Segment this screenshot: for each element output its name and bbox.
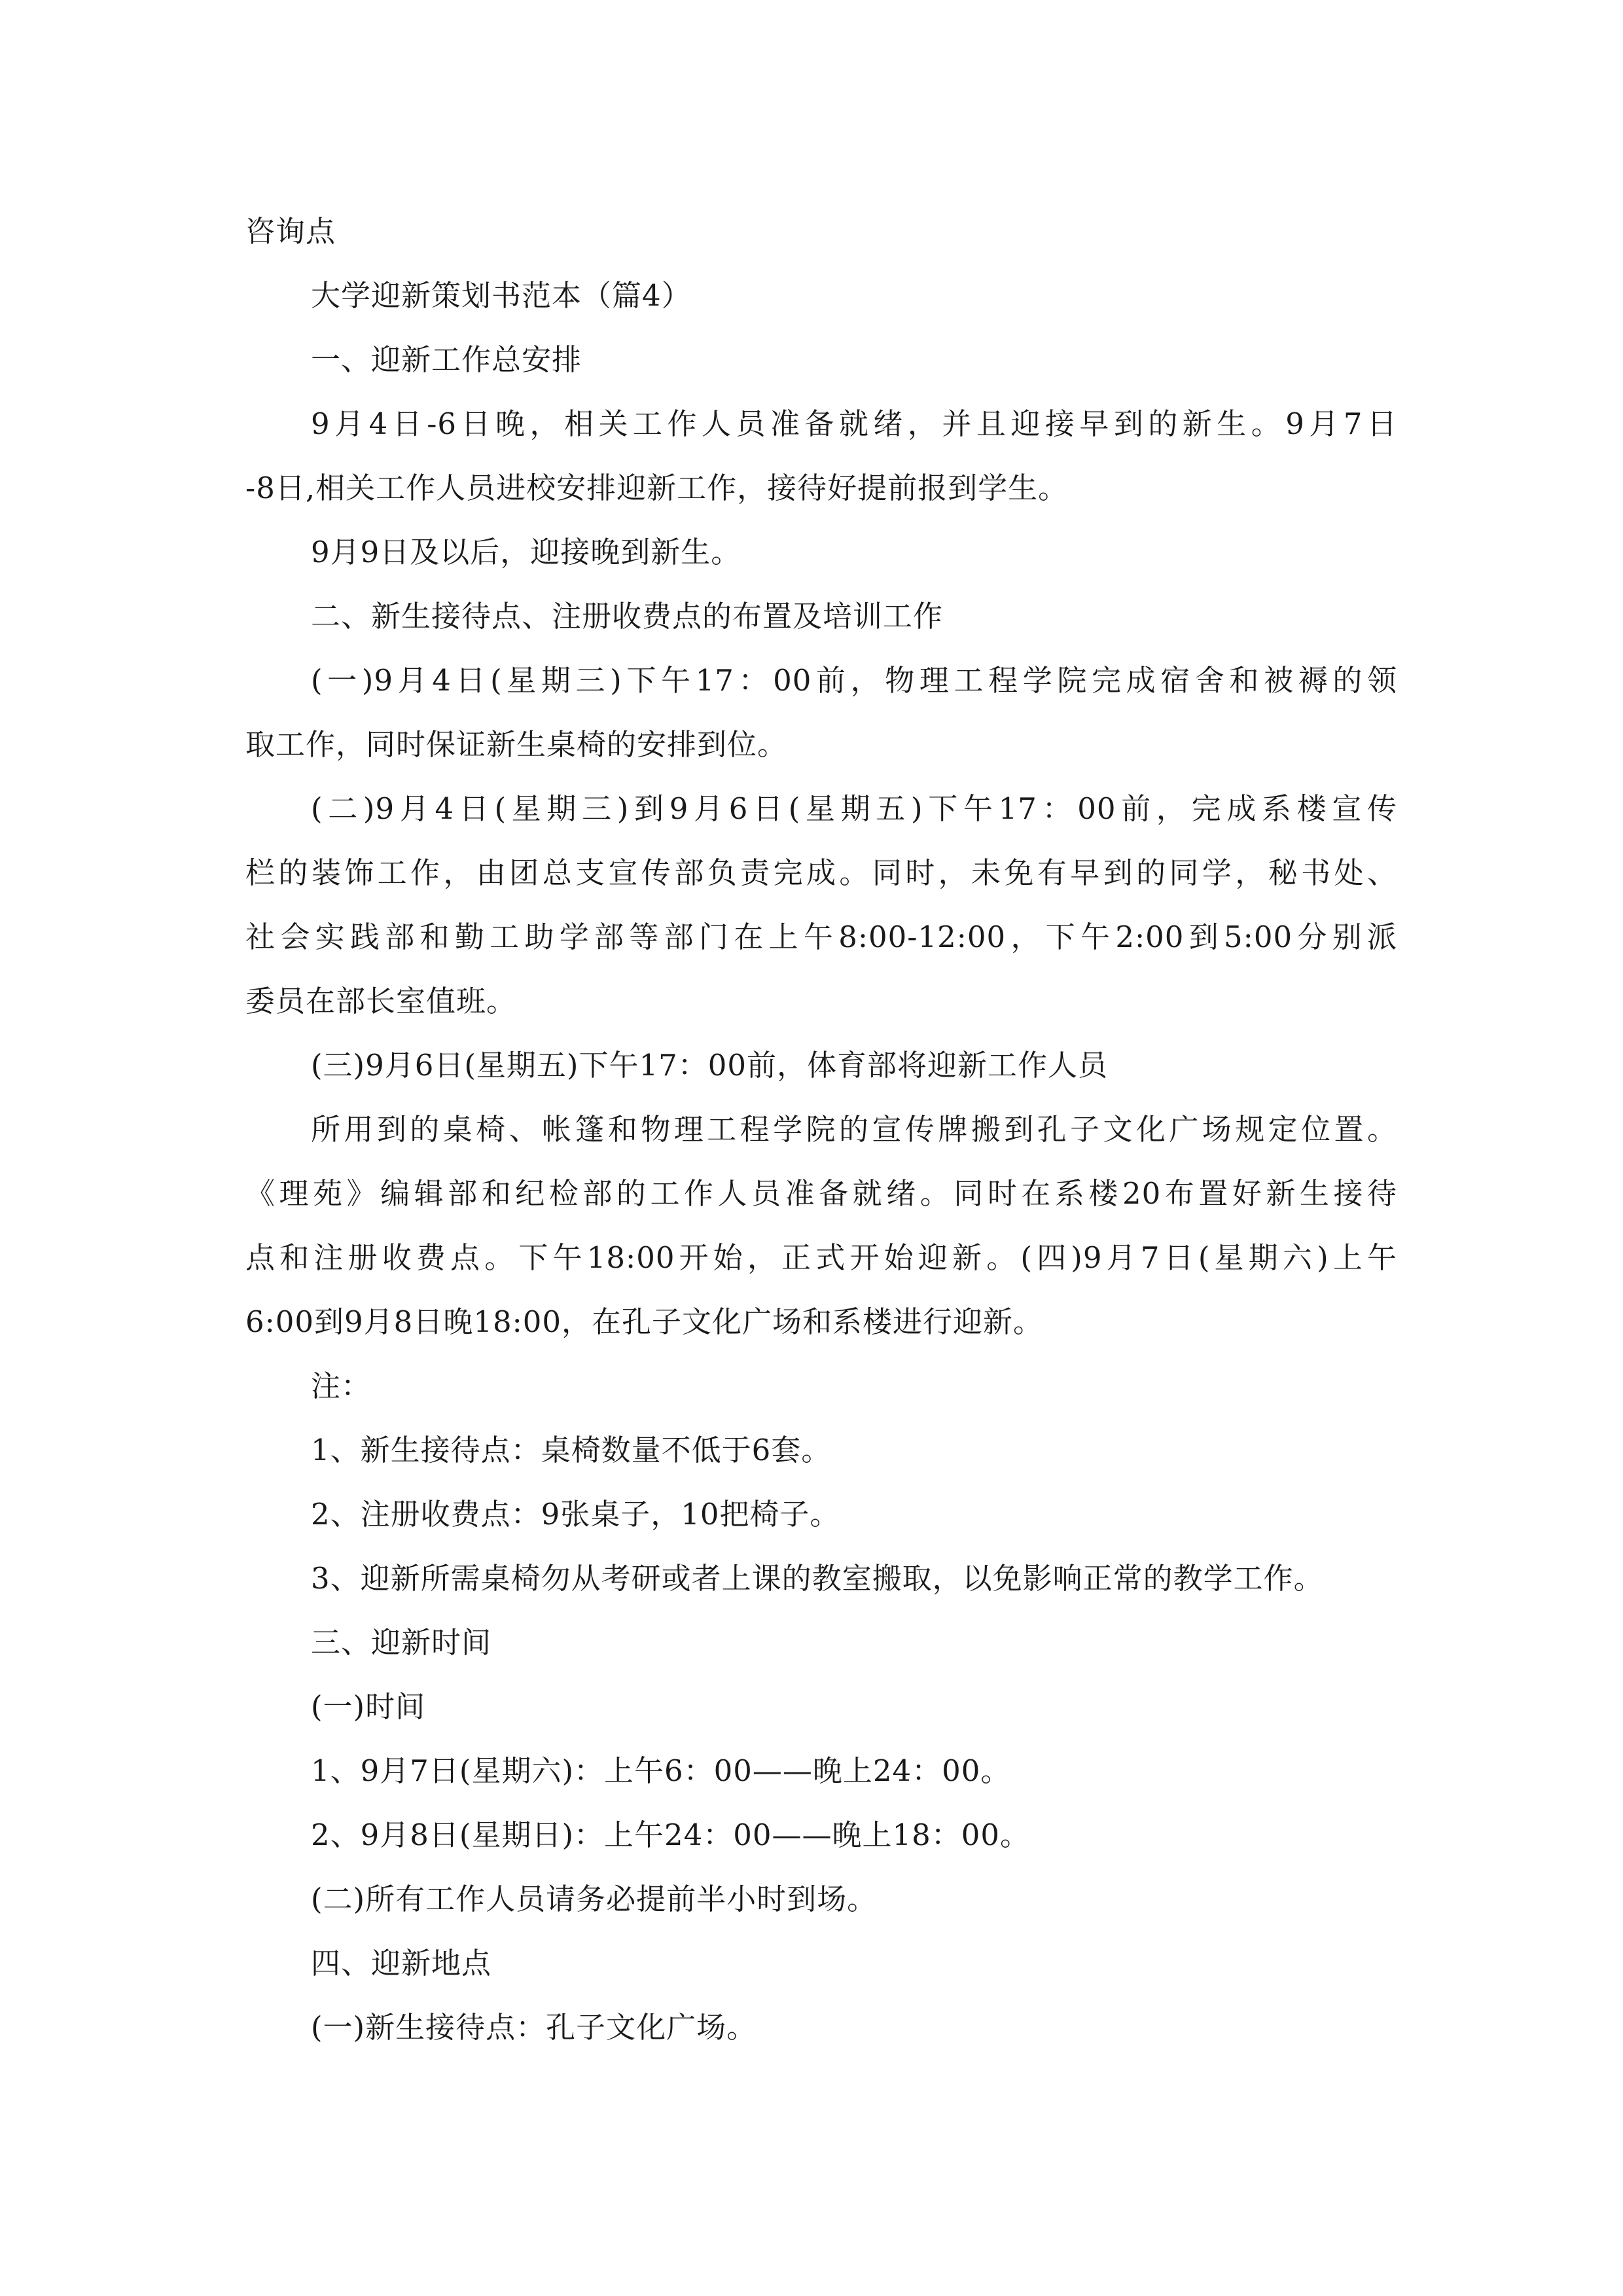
subsection-heading: (一)新生接待点：孔子文化广场。 bbox=[311, 2010, 757, 2045]
paragraph-line: 委员在部长室值班。 bbox=[245, 984, 517, 1018]
list-item: 1、9月7日(星期六)：上午6：00——晚上24：00。 bbox=[311, 1753, 1011, 1788]
section-heading-4: 四、迎新地点 bbox=[311, 1946, 492, 1981]
paragraph-line: (二)9月4日(星期三)到9月6日(星期五)下午17：00前，完成系楼宣传 bbox=[311, 791, 1397, 826]
paragraph-line: (三)9月6日(星期五)下午17：00前，体育部将迎新工作人员 bbox=[311, 1048, 1109, 1083]
list-item: 2、9月8日(星期日)：上午24：00——晚上18：00。 bbox=[311, 1818, 1031, 1852]
paragraph-line: 9月4日-6日晚，相关工作人员准备就绪，并且迎接早到的新生。9月7日 bbox=[311, 406, 1397, 441]
text-line-consult-point: 咨询点 bbox=[245, 214, 336, 249]
note-item: 3、迎新所需桌椅勿从考研或者上课的教室搬取，以免影响正常的教学工作。 bbox=[311, 1561, 1324, 1596]
paragraph-line: 社会实践部和勤工助学部等部门在上午8:00-12:00，下午2:00到5:00分别派 bbox=[245, 920, 1397, 954]
subsection-heading: (一)时间 bbox=[311, 1689, 426, 1724]
subsection-heading: (二)所有工作人员请务必提前半小时到场。 bbox=[311, 1882, 878, 1916]
paragraph-line: 6:00到9月8日晚18:00，在孔子文化广场和系楼进行迎新。 bbox=[245, 1304, 1043, 1339]
section-heading-3: 三、迎新时间 bbox=[311, 1625, 492, 1660]
paragraph-line: 所用到的桌椅、帐篷和物理工程学院的宣传牌搬到孔子文化广场规定位置。 bbox=[311, 1112, 1397, 1147]
paragraph-line: 点和注册收费点。下午18:00开始，正式开始迎新。(四)9月7日(星期六)上午 bbox=[245, 1240, 1397, 1275]
paragraph-line: 9月9日及以后，迎接晚到新生。 bbox=[311, 535, 741, 569]
paragraph-line: -8日,相关工作人员进校安排迎新工作，接待好提前报到学生。 bbox=[245, 471, 1069, 505]
paragraph-line: (一)9月4日(星期三)下午17：00前，物理工程学院完成宿舍和被褥的领 bbox=[311, 663, 1397, 698]
note-item: 2、注册收费点：9张桌子，10把椅子。 bbox=[311, 1497, 840, 1532]
note-heading: 注： bbox=[311, 1369, 372, 1403]
paragraph-line: 《理苑》编辑部和纪检部的工作人员准备就绪。同时在系楼20布置好新生接待 bbox=[245, 1176, 1397, 1211]
document-body bbox=[245, 200, 1397, 2060]
paragraph-line: 栏的装饰工作，由团总支宣传部负责完成。同时，未免有早到的同学，秘书处、 bbox=[245, 855, 1397, 890]
note-item: 1、新生接待点：桌椅数量不低于6套。 bbox=[311, 1433, 832, 1467]
section-heading-2: 二、新生接待点、注册收费点的布置及培训工作 bbox=[311, 599, 944, 634]
section-heading-1: 一、迎新工作总安排 bbox=[311, 342, 582, 377]
document-title: 大学迎新策划书范本（篇4） bbox=[311, 278, 692, 313]
paragraph-line: 取工作，同时保证新生桌椅的安排到位。 bbox=[245, 727, 788, 762]
